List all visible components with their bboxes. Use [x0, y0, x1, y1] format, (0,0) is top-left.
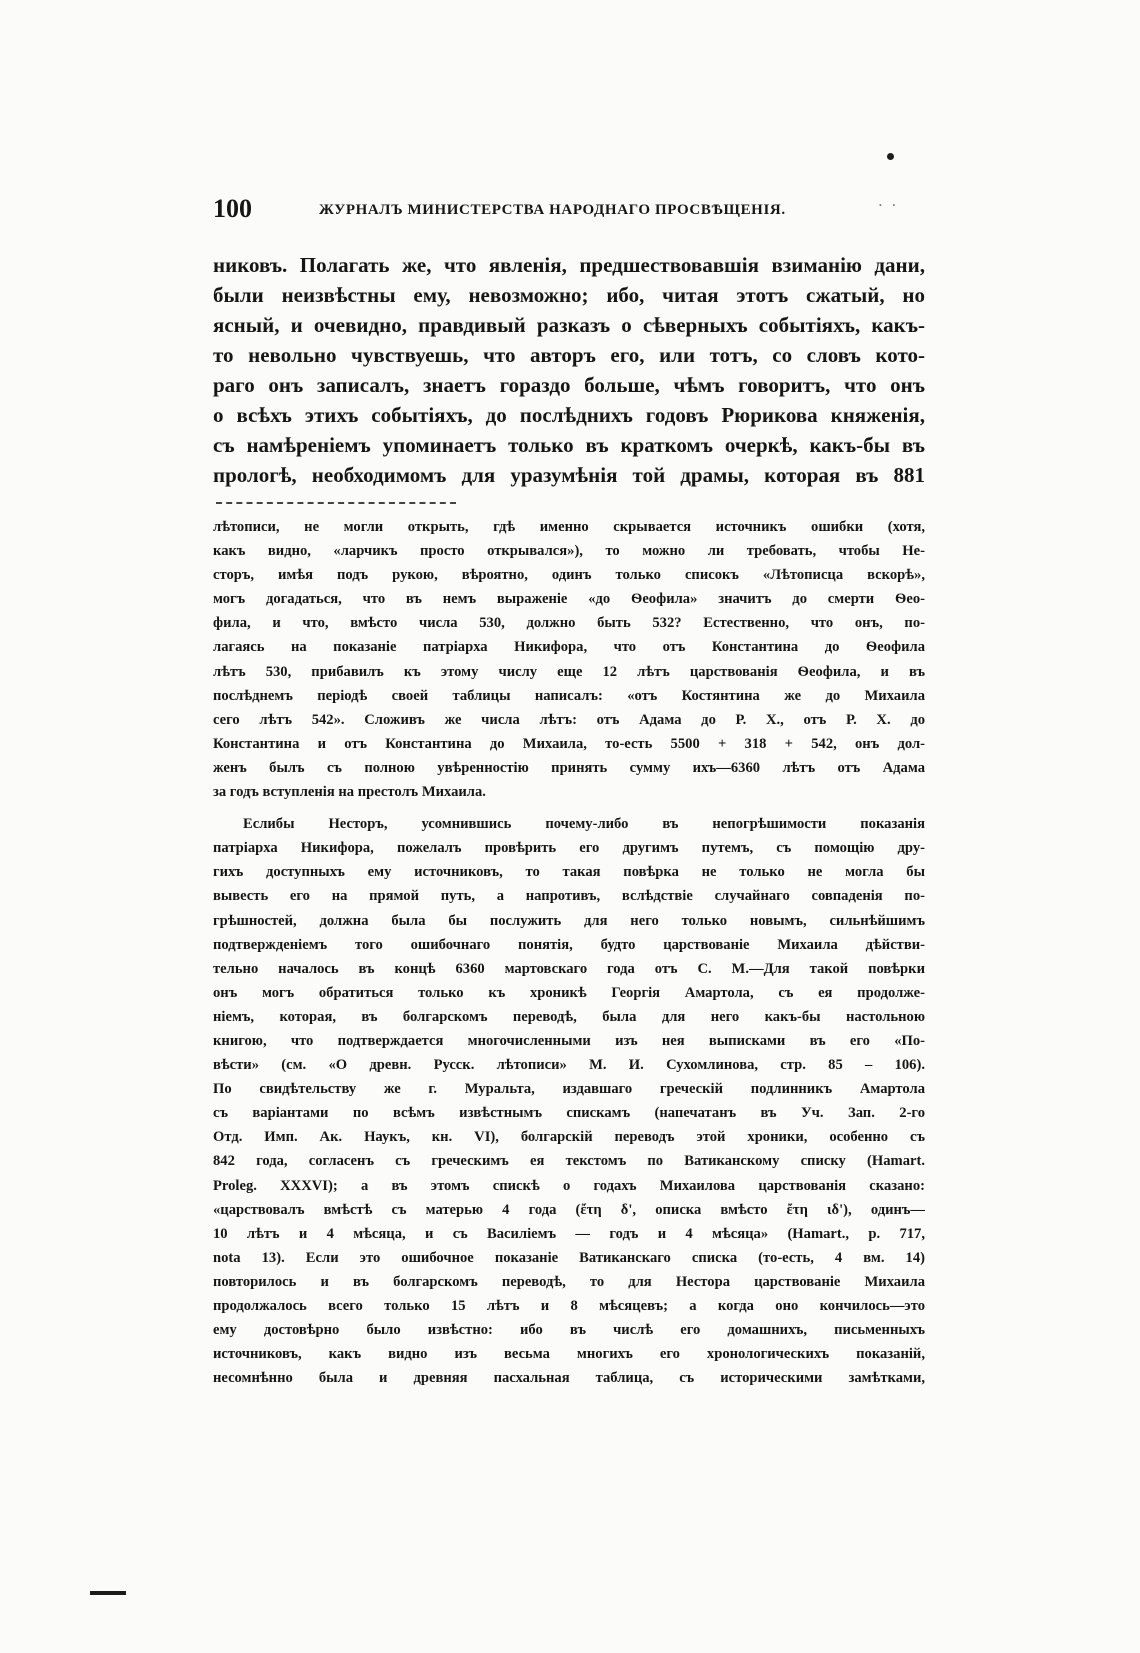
footnote-paragraph-1	[213, 515, 925, 804]
text-line: сего лѣтъ 542». Сложивъ же числа лѣтъ: отъ Адама до Р. Х., отъ Р. Х. до	[213, 711, 925, 728]
footnote-paragraph-2	[213, 812, 925, 1390]
margin-mark	[90, 1591, 126, 1595]
text-line: никовъ. Полагать же, что явленія, предшествовавшія взиманію дани,	[213, 253, 925, 277]
page-header	[213, 194, 933, 224]
text-line: лѣтописи, не могли открыть, гдѣ именно скрывается источникъ ошибки (хотя,	[213, 519, 925, 535]
text-line: «царствовалъ вмѣстѣ съ матерью 4 года (ἔτη δ', описка вмѣсто ἔτη ιδ'), одинъ—	[213, 1201, 925, 1218]
text-line: то невольно чувствуешь, что авторъ его, или тотъ, со словъ кото-	[213, 343, 925, 367]
text-line: лѣтъ 530, прибавилъ къ этому числу еще 12 лѣтъ царствованія Ѳеофила, и въ	[213, 663, 925, 680]
text-line: ясный, и очевидно, правдивый разказъ о сѣверныхъ событіяхъ, какъ-	[213, 313, 925, 337]
text-line: сторъ, имѣя подъ рукою, вѣроятно, одинъ только списокъ «Лѣтописца вскорѣ»,	[213, 567, 925, 584]
header-dots: · ·	[878, 196, 899, 214]
text-line: фила, и что, вмѣсто числа 530, должно быть 532? Естественно, что онъ, по-	[213, 615, 925, 632]
text-line: 842 года, согласенъ съ греческимъ ея текстомъ по Ватиканскому списку (Hamart.	[213, 1153, 925, 1170]
text-line: книгою, что подтверждается многочисленными изъ нея выписками въ его «По-	[213, 1032, 925, 1049]
text-line: По свидѣтельству же г. Муральта, издавшаго греческій подлинникъ Амартола	[213, 1081, 925, 1098]
text-line: гихъ доступныхъ ему источниковъ, то такая повѣрка не только не могла бы	[213, 864, 925, 881]
text-line: прологѣ, необходимомъ для уразумѣнія той драмы, которая въ 881	[213, 463, 925, 487]
text-line: nota 13). Если это ошибочное показаніе Ватиканскаго списка (то-есть, 4 вм. 14)	[213, 1249, 925, 1266]
text-line: тельно началось въ концѣ 6360 мартовскаго года отъ С. М.—Для такой повѣрки	[213, 960, 925, 977]
main-text-block	[213, 250, 925, 490]
text-line: несомнѣнно была и древняя пасхальная таблица, съ историческими замѣтками,	[213, 1370, 925, 1387]
text-line: Proleg. XXXVI); а въ этомъ спискѣ о годахъ Михаилова царствованія сказано:	[213, 1177, 925, 1194]
text-line: источниковъ, какъ видно изъ весьма многихъ его хронологическихъ показаній,	[213, 1346, 925, 1363]
text-line: ніемъ, которая, въ болгарскомъ переводѣ, была для него какъ-бы настольною	[213, 1008, 925, 1025]
text-line: подтвержденіемъ того ошибочнаго понятія, будто царствованіе Михаила дѣйстви-	[213, 936, 925, 953]
text-line: Отд. Имп. Ак. Наукъ, кн. VI), болгарскій переводъ этой хроники, особенно съ	[213, 1129, 925, 1146]
text-line: Константина и отъ Константина до Михаила, то-есть 5500 + 318 + 542, онъ дол-	[213, 735, 925, 752]
text-line: продолжалось всего только 15 лѣтъ и 8 мѣсяцевъ; а когда оно кончилось—это	[213, 1298, 925, 1314]
text-line: лагаясь на показаніе патріарха Никифора, что отъ Константина до Ѳеофила	[213, 639, 925, 656]
text-line: съ варіантами по всѣмъ извѣстнымъ спискамъ (напечатанъ въ Уч. Зап. 2-го	[213, 1105, 925, 1122]
running-head: ЖУРНАЛЪ МИНИСТЕРСТВА НАРОДНАГО ПРОСВѢЩЕНІЯ.	[319, 202, 786, 218]
text-line: какъ видно, «ларчикъ просто открывался»), то можно ли требовать, чтобы Не-	[213, 543, 925, 560]
ink-speck	[887, 153, 894, 160]
text-line: грѣшностей, должна была бы послужить для него только новымъ, сильнѣйшимъ	[213, 912, 925, 929]
footnote-block	[213, 515, 925, 1390]
text-line: 10 лѣтъ и 4 мѣсяца, и съ Василіемъ — годъ и 4 мѣсяца» (Hamart., p. 717,	[213, 1225, 925, 1242]
text-line: раго онъ записалъ, знаетъ гораздо больше, чѣмъ говоритъ, что онъ	[213, 373, 925, 397]
footnote-separator	[216, 502, 456, 504]
text-line: Еслибы Несторъ, усомнившись почему-либо въ непогрѣшимости показанія	[243, 816, 925, 833]
text-line: вѣсти» (см. «О древн. Русск. лѣтописи» М. И. Сухомлинова, стр. 85 – 106).	[213, 1057, 925, 1074]
text-line: патріарха Никифора, пожелалъ провѣрить его другимъ путемъ, съ помощію дру-	[213, 840, 925, 857]
text-line: онъ могъ обратиться только къ хроникѣ Георгія Амартола, съ ея продолже-	[213, 984, 925, 1001]
text-line: послѣднемъ періодѣ своей таблицы написалъ: «отъ Костянтина же до Михаила	[213, 687, 925, 704]
text-line: вывесть его на прямой путь, а напротивъ, вслѣдствіе случайнаго совпаденія по-	[213, 888, 925, 905]
text-line: ему достовѣрно было извѣстно: ибо въ числѣ его домашнихъ, письменныхъ	[213, 1322, 925, 1339]
page-number: 100	[213, 194, 252, 223]
text-line: повторилось и въ болгарскомъ переводѣ, то для Нестора царствованіе Михаила	[213, 1273, 925, 1290]
text-line: за годъ вступленія на престолъ Михаила.	[213, 784, 486, 801]
text-line: были неизвѣстны ему, невозможно; ибо, читая этотъ сжатый, но	[213, 283, 925, 307]
text-line: съ намѣреніемъ упоминаетъ только въ краткомъ очеркѣ, какъ-бы въ	[213, 433, 925, 457]
text-line: могъ догадаться, что въ немъ выраженіе «до Ѳеофила» значитъ до смерти Ѳео-	[213, 591, 925, 608]
text-line: о всѣхъ этихъ событіяхъ, до послѣднихъ годовъ Рюрикова княженія,	[213, 403, 925, 427]
text-line: женъ былъ съ полною увѣренностію принять сумму ихъ—6360 лѣтъ отъ Адама	[213, 759, 925, 776]
